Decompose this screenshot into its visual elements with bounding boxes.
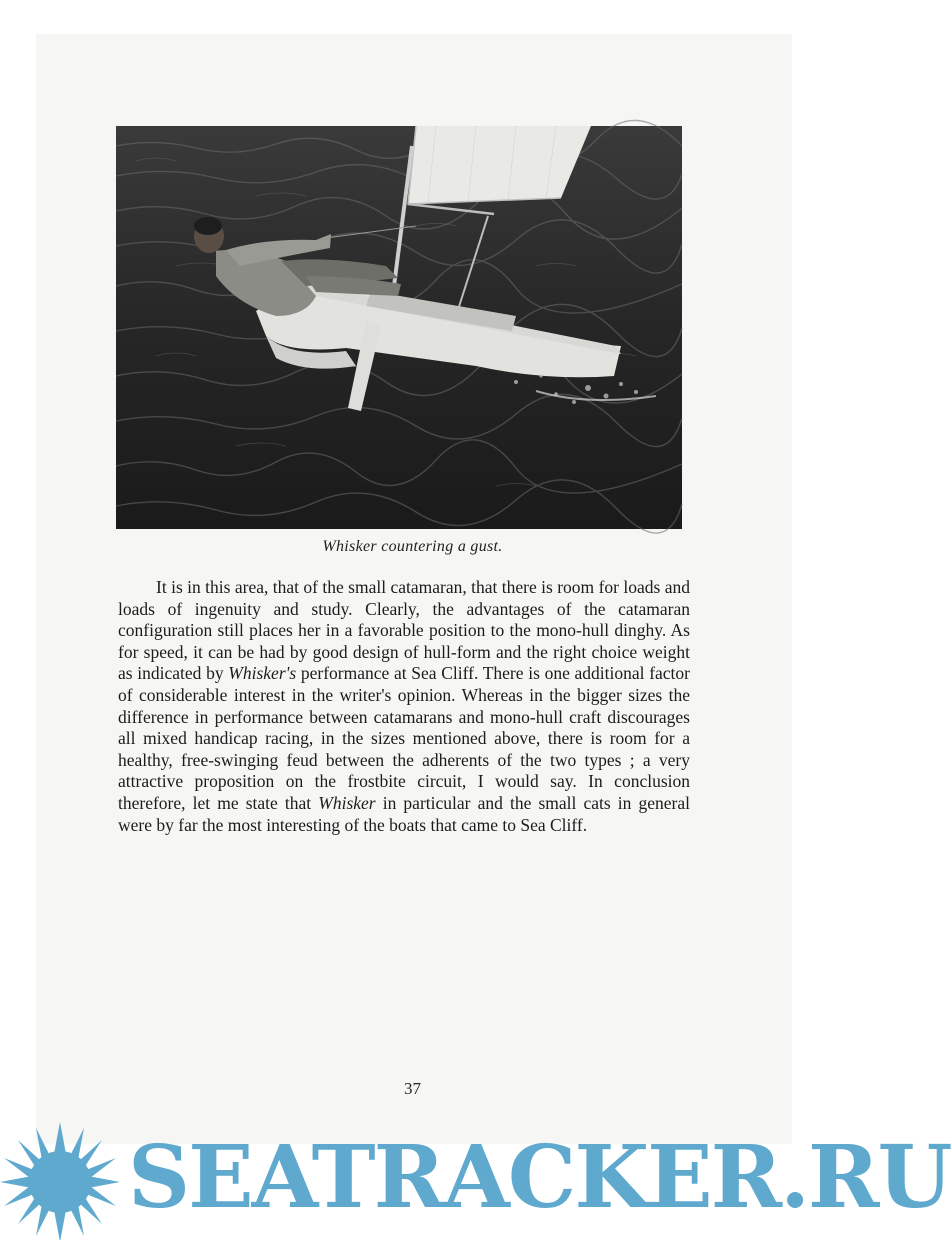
italic-whiskers: Whisker's — [228, 663, 297, 684]
photo-illustration — [116, 126, 682, 529]
sun-icon — [0, 1120, 130, 1240]
italic-whisker: Whisker — [318, 792, 376, 813]
watermark — [0, 1120, 951, 1240]
text-run-1: It is in this area, that of the small catamaran, that there is room for loads and loads of ingenuity and study. Clearly, the advantages of the catamaran configuration still places her in a favorable position to the mono-hull dinghy. As for speed, it can be had by good design of hull-form and the right choice weight as indicated by — [118, 577, 690, 684]
page-number: 37 — [404, 1079, 421, 1098]
text-run-2: performance at Sea Cliff. There is one additional factor of considerable interest in the writer's opinion. Whereas in the bigger sizes the difference in performance between catamarans and mono-hull craft discourages all mixed handicap racing, in the sizes mentioned above, there is room for a healthy, free-swinging feud between the adherents of the two types ; a very attractive proposition on the frostbite circuit, I would say. In conclusion therefore, let me state that — [118, 663, 690, 813]
watermark-text: SEATRACKER.RU — [128, 1127, 951, 1228]
body-paragraph — [118, 577, 690, 836]
photo-caption: Whisker countering a gust. — [322, 538, 503, 555]
catamaran-photo — [116, 126, 682, 529]
text-run-3: in particular and the small cats in general were by far the most interesting of the boats that came to Sea Cliff. — [118, 792, 690, 835]
paragraph-text — [118, 577, 690, 836]
